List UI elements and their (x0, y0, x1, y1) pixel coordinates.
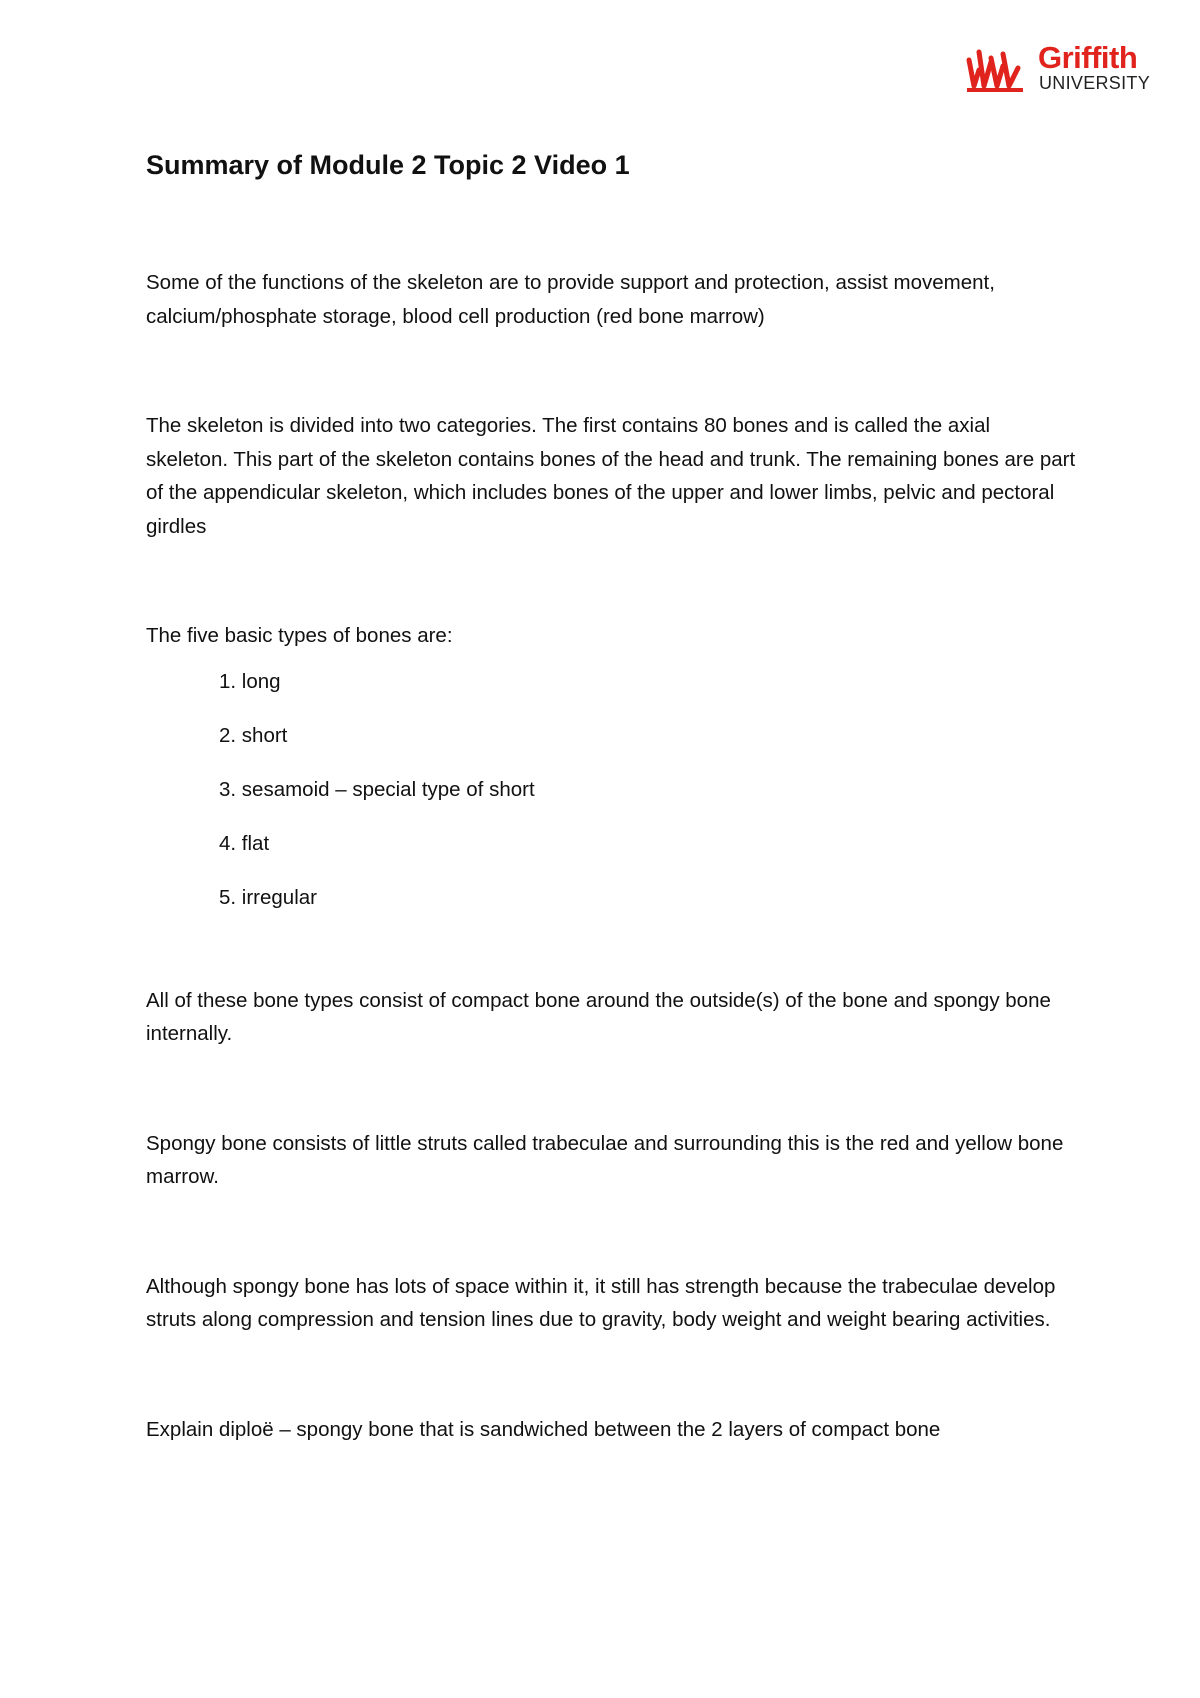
list-item: 2. short (219, 723, 288, 747)
logo-subtitle: UNIVERSITY (1039, 73, 1151, 93)
griffith-university-logo (963, 42, 1153, 98)
paragraph-trabeculae: Spongy bone consists of little struts called trabeculae and surrounding this is the red and yellow bone marrow. (146, 1131, 1064, 1188)
document-body (146, 148, 1076, 1446)
paragraph-skeleton-categories: The skeleton is divided into two categories. The first contains 80 bones and is called the axial skeleton. This part of the skeleton contains bones of the head and trunk. The remaining bones are part of the appendicular skeleton, which includes bones of the upper and lower limbs, pelvic and pectoral girdles (146, 414, 1076, 538)
paragraph-compact-spongy: All of these bone types consist of compact bone around the outside(s) of the bone and spongy bone internally. (146, 988, 1051, 1045)
list-item: 3. sesamoid – special type of short (219, 777, 535, 801)
paragraph-diploe: Explain diploë – spongy bone that is sandwiched between the 2 layers of compact bone (146, 1417, 941, 1441)
logo-wordmark: Griffith (1038, 40, 1138, 75)
paragraph-bone-types-intro: The five basic types of bones are: (146, 624, 453, 647)
page-title: Summary of Module 2 Topic 2 Video 1 (146, 150, 630, 180)
list-item: 4. flat (219, 831, 270, 855)
bone-types-list (219, 668, 1076, 912)
paragraph-strength: Although spongy bone has lots of space within it, it still has strength because the trabeculae develop struts along compression and tension lines due to gravity, body weight and weight bearing activities. (146, 1274, 1056, 1331)
list-item: 5. irregular (219, 885, 317, 909)
paragraph-skeleton-functions: Some of the functions of the skeleton are to provide support and protection, assist movement, calcium/phosphate storage, blood cell production (red bone marrow) (146, 271, 995, 328)
list-item: 1. long (219, 669, 281, 693)
griffith-logo-icon (963, 46, 1033, 94)
